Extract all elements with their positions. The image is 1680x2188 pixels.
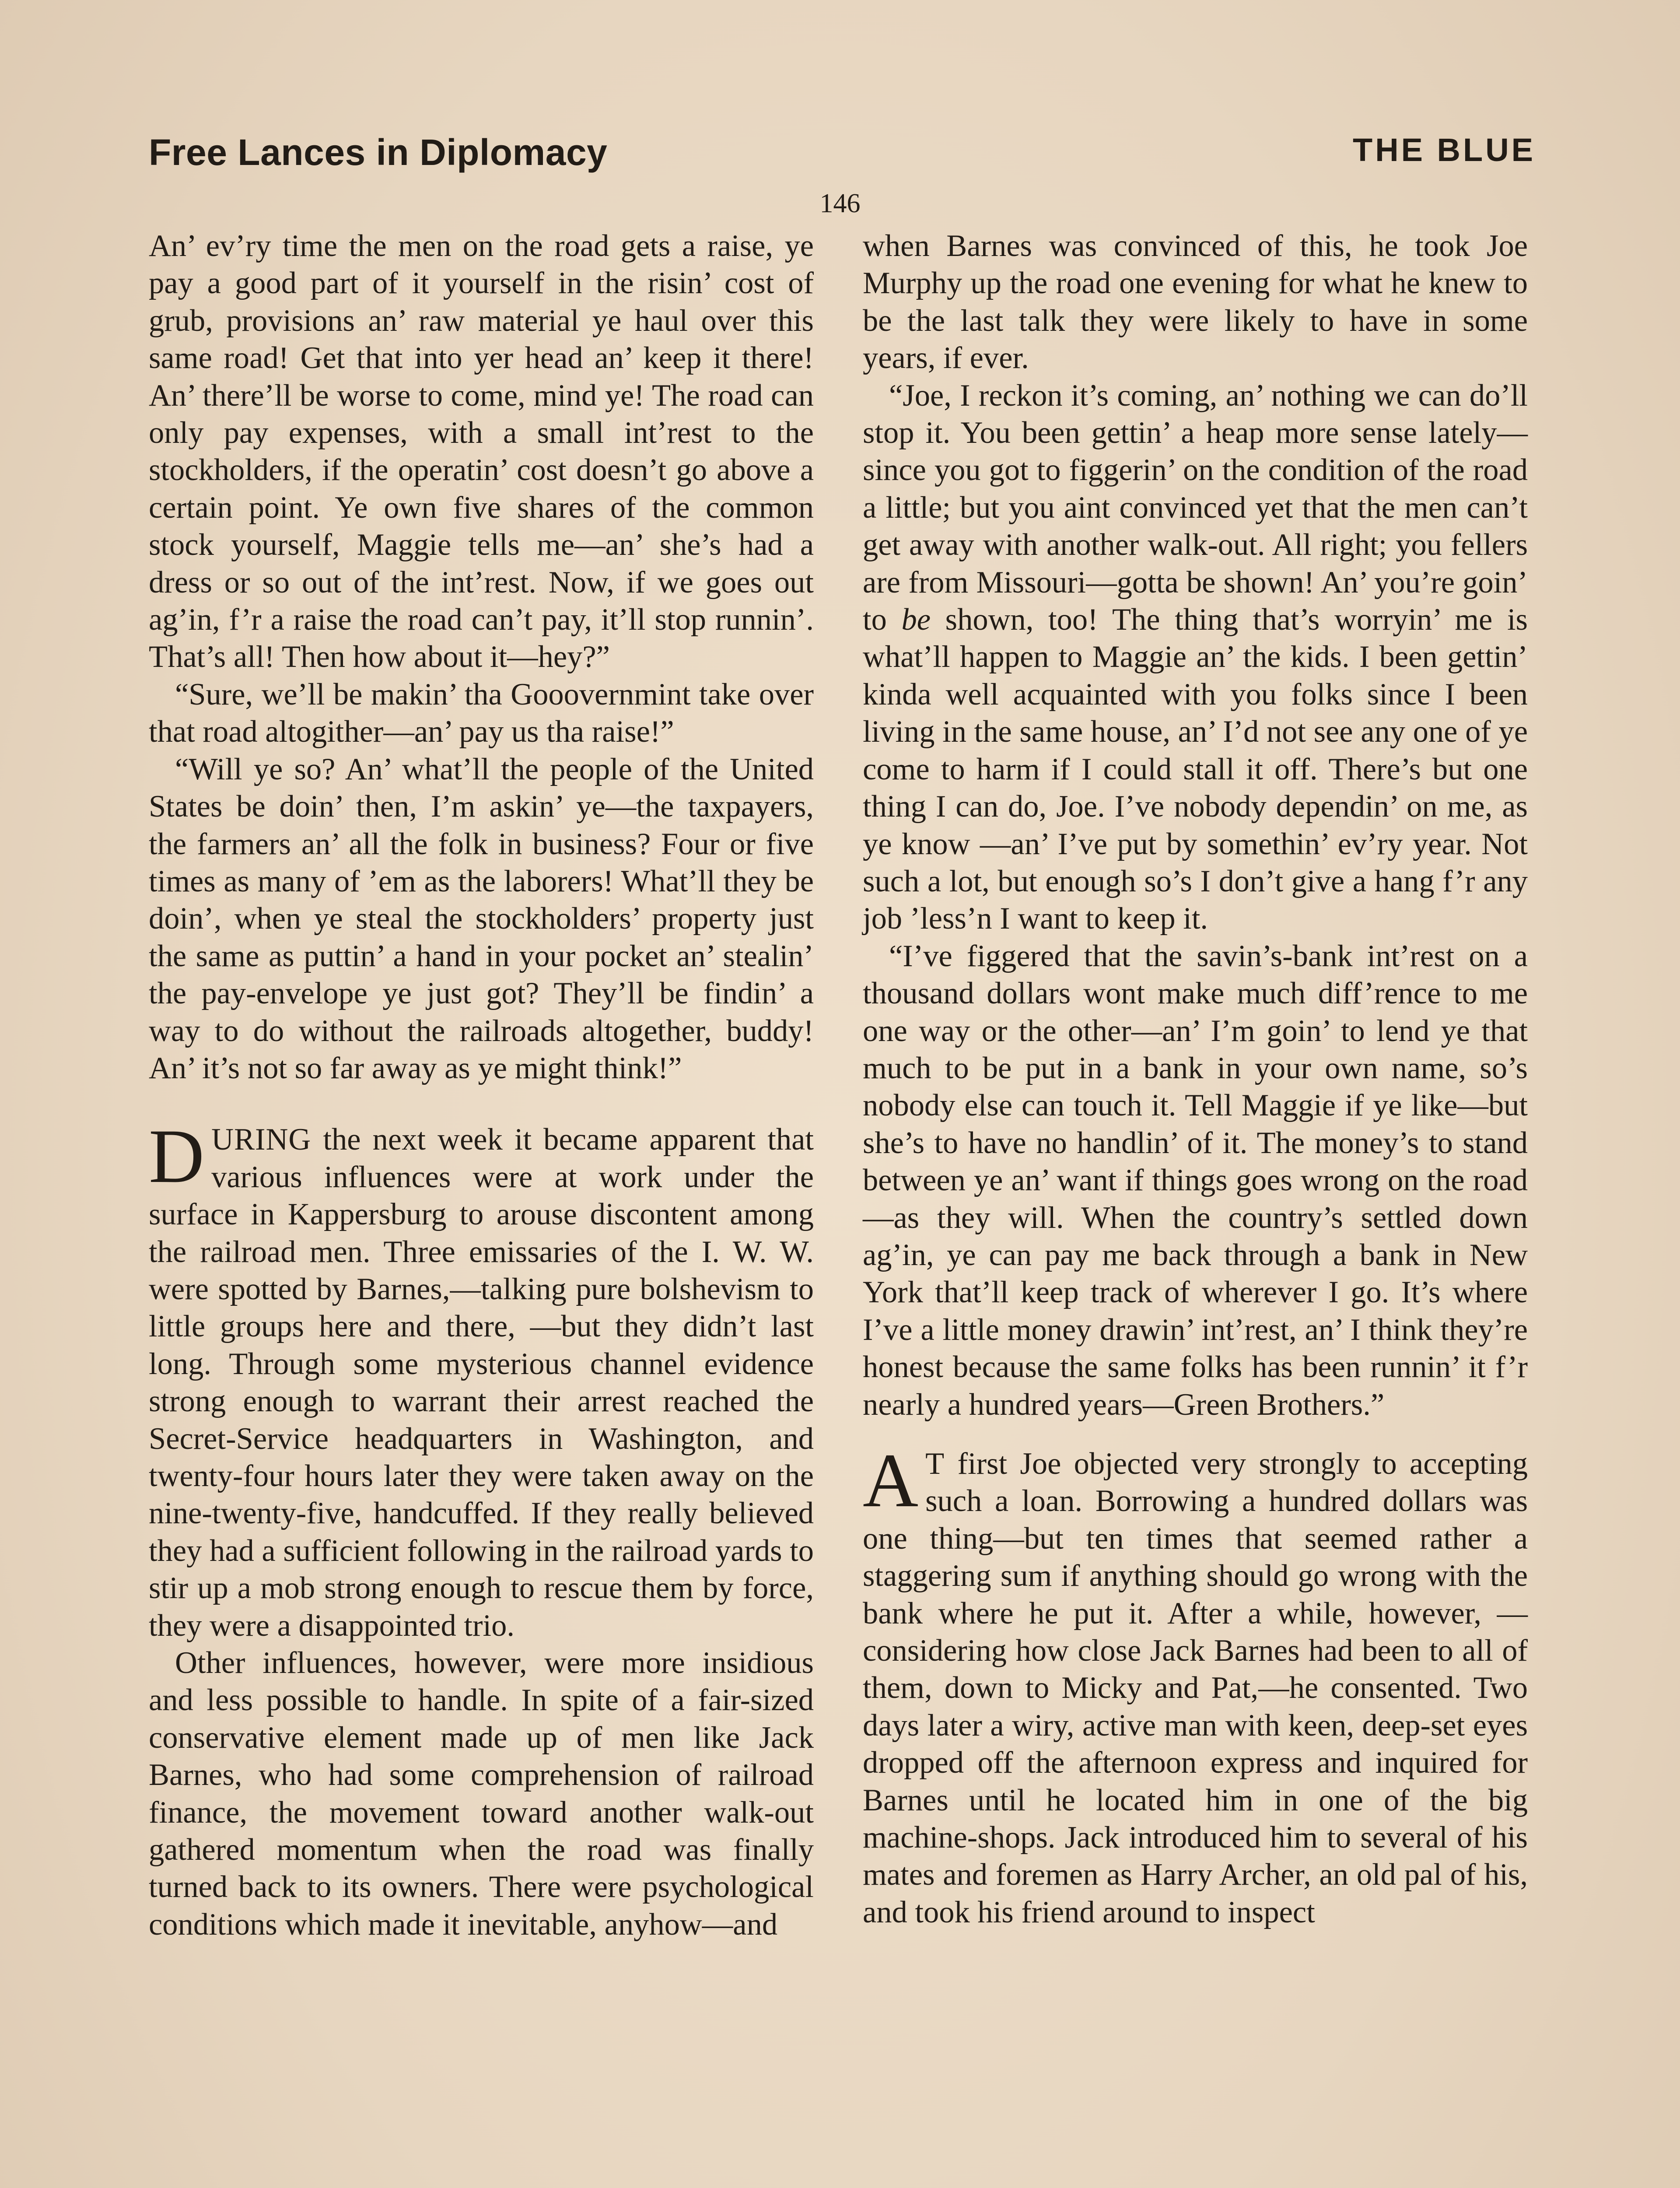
- left-column: [149, 228, 814, 1943]
- emphasis: be: [901, 603, 931, 637]
- story-title: Free Lances in Diplomacy: [149, 132, 608, 173]
- small-caps-lead: T: [925, 1447, 945, 1481]
- paragraph-text: “Joe, I reckon it’s coming, an’ nothing we can do’ll stop it. You been gettin’ a heap more sense lately—since you got to figgerin’ on the condition of the road a little; but you aint convinced yet that the men can’t get away with another walk-out. All right; you fellers are from Missouri—gotta be shown! An’ you’re goin’ to: [863, 378, 1528, 637]
- paragraph: “I’ve figgered that the savin’s-bank int’rest on a thousand dollars wont make much diff’rence to me one way or the other—an’ I’m goin’ to lend ye that much to be put in a bank in your own name, so’s nobody else can touch it. Tell Maggie if ye like—but she’s to have no handlin’ of it. The money’s to stand between ye an’ want if things goes wrong on the road—as they will. When the country’s settled down ag’in, ye can pay me back through a bank in New York that’ll keep track of wherever I go. It’s where I’ve a little money drawin’ int’rest, an’ I think they’re honest because the same folks has been runnin’ it f’r nearly a hundred years—Green Brothers.”: [863, 939, 1528, 1422]
- paragraph-text: first Joe objected very strongly to accepting such a loan. Borrowing a hundred dollars was one thing—but ten times that seemed rather a staggering sum if anything should go wrong with the bank where he put it. After a while, however, —considering how close Jack Barnes had been to all of them, down to Micky and Pat,—he consented. Two days later a wiry, active man with keen, deep-set eyes dropped off the afternoon express and inquired for Barnes until he located him in one of the big machine-shops. Jack introduced him to several of his mates and foremen as Harry Archer, an old pal of his, and took his friend around to inspect: [863, 1447, 1528, 1929]
- paragraph: “Sure, we’ll be makin’ tha Gooovernmint take over that road altogither—an’ pay us tha raise!”: [149, 677, 814, 749]
- drop-cap: D: [149, 1114, 205, 1199]
- paragraph: when Barnes was convinced of this, he took Joe Murphy up the road one evening for what he knew to be the last talk they were likely to have in some years, if ever.: [863, 229, 1528, 375]
- page-number: 146: [819, 189, 861, 218]
- drop-cap: A: [863, 1438, 919, 1523]
- section-paragraph: [149, 1114, 814, 1645]
- paragraph: “Will ye so? An’ what’ll the people of the United States be doin’ then, I’m askin’ ye—the taxpayers, the farmers an’ all the folk in business? Four or five times as many of ’em as the laborers! What’ll they be doin’, when ye steal the stockholders’ property just the same as puttin’ a hand in your pocket an’ stealin’ the pay-envelope ye just got? They’ll be findin’ a way to do without the railroads altogether, buddy! An’ it’s not so far away as ye might think!”: [149, 752, 814, 1085]
- paragraph-text: the next week it became apparent that various influences were at work under the surface in Kappersburg to arouse discontent among the railroad men. Three emissaries of the I. W. W. were spotted by Barnes,—talking pure bolshevism to little groups here and there, —but they didn’t last long. Through some mysterious channel evidence strong enough to warrant their arrest reached the Secret-Service headquarters in Washington, and twenty-four hours later they were taken away on the nine-twenty-five, handcuffed. If they really believed they had a sufficient following in the railroad yards to stir up a mob strong enough to rescue them by force, they were a disappointed trio.: [149, 1122, 814, 1643]
- paragraph-text: shown, too! The thing that’s worryin’ me is what’ll happen to Maggie an’ the kids. I been gettin’ kinda well acquainted with you folks since I been living in the same house, an’ I’d not see any one of ye come to harm if I could stall it off. There’s but one thing I can do, Joe. I’ve nobody dependin’ on me, as ye know —an’ I’ve put by somethin’ ev’ry year. Not such a lot, but enough so’s I don’t give a hang f’r any job ’less’n I want to keep it.: [863, 603, 1528, 936]
- paragraph: Other influences, however, were more insidious and less possible to handle. In spite of a fair-sized conservative element made up of men like Jack Barnes, who had some comprehension of railroad finance, the movement toward another walk-out gathered momentum when the road was finally turned back to its owners. There were psychological conditions which made it inevitable, anyhow—and: [149, 1646, 814, 1942]
- paragraph: An’ ev’ry time the men on the road gets a raise, ye pay a good part of it yourself in the risin’ cost of grub, provisions an’ raw material ye haul over this same road! Get that into yer head an’ keep it there! An’ there’ll be worse to come, mind ye! The road can only pay expenses, with a small int’rest to the stockholders, if the operatin’ cost doesn’t go above a certain point. Ye own five shares of the common stock yourself, Maggie tells me—an’ she’s had a dress or so out of the int’rest. Now, if we goes out ag’in, f’r a raise the road can’t pay, it’ll stop runnin’. That’s all! Then how about it—hey?”: [149, 229, 814, 674]
- paragraph: [863, 377, 1528, 938]
- running-head: [149, 131, 1536, 184]
- small-caps-lead: URING: [211, 1122, 312, 1157]
- magazine-name: THE BLUE: [1353, 132, 1536, 168]
- section-paragraph: [863, 1438, 1528, 1931]
- right-column: [863, 228, 1528, 1931]
